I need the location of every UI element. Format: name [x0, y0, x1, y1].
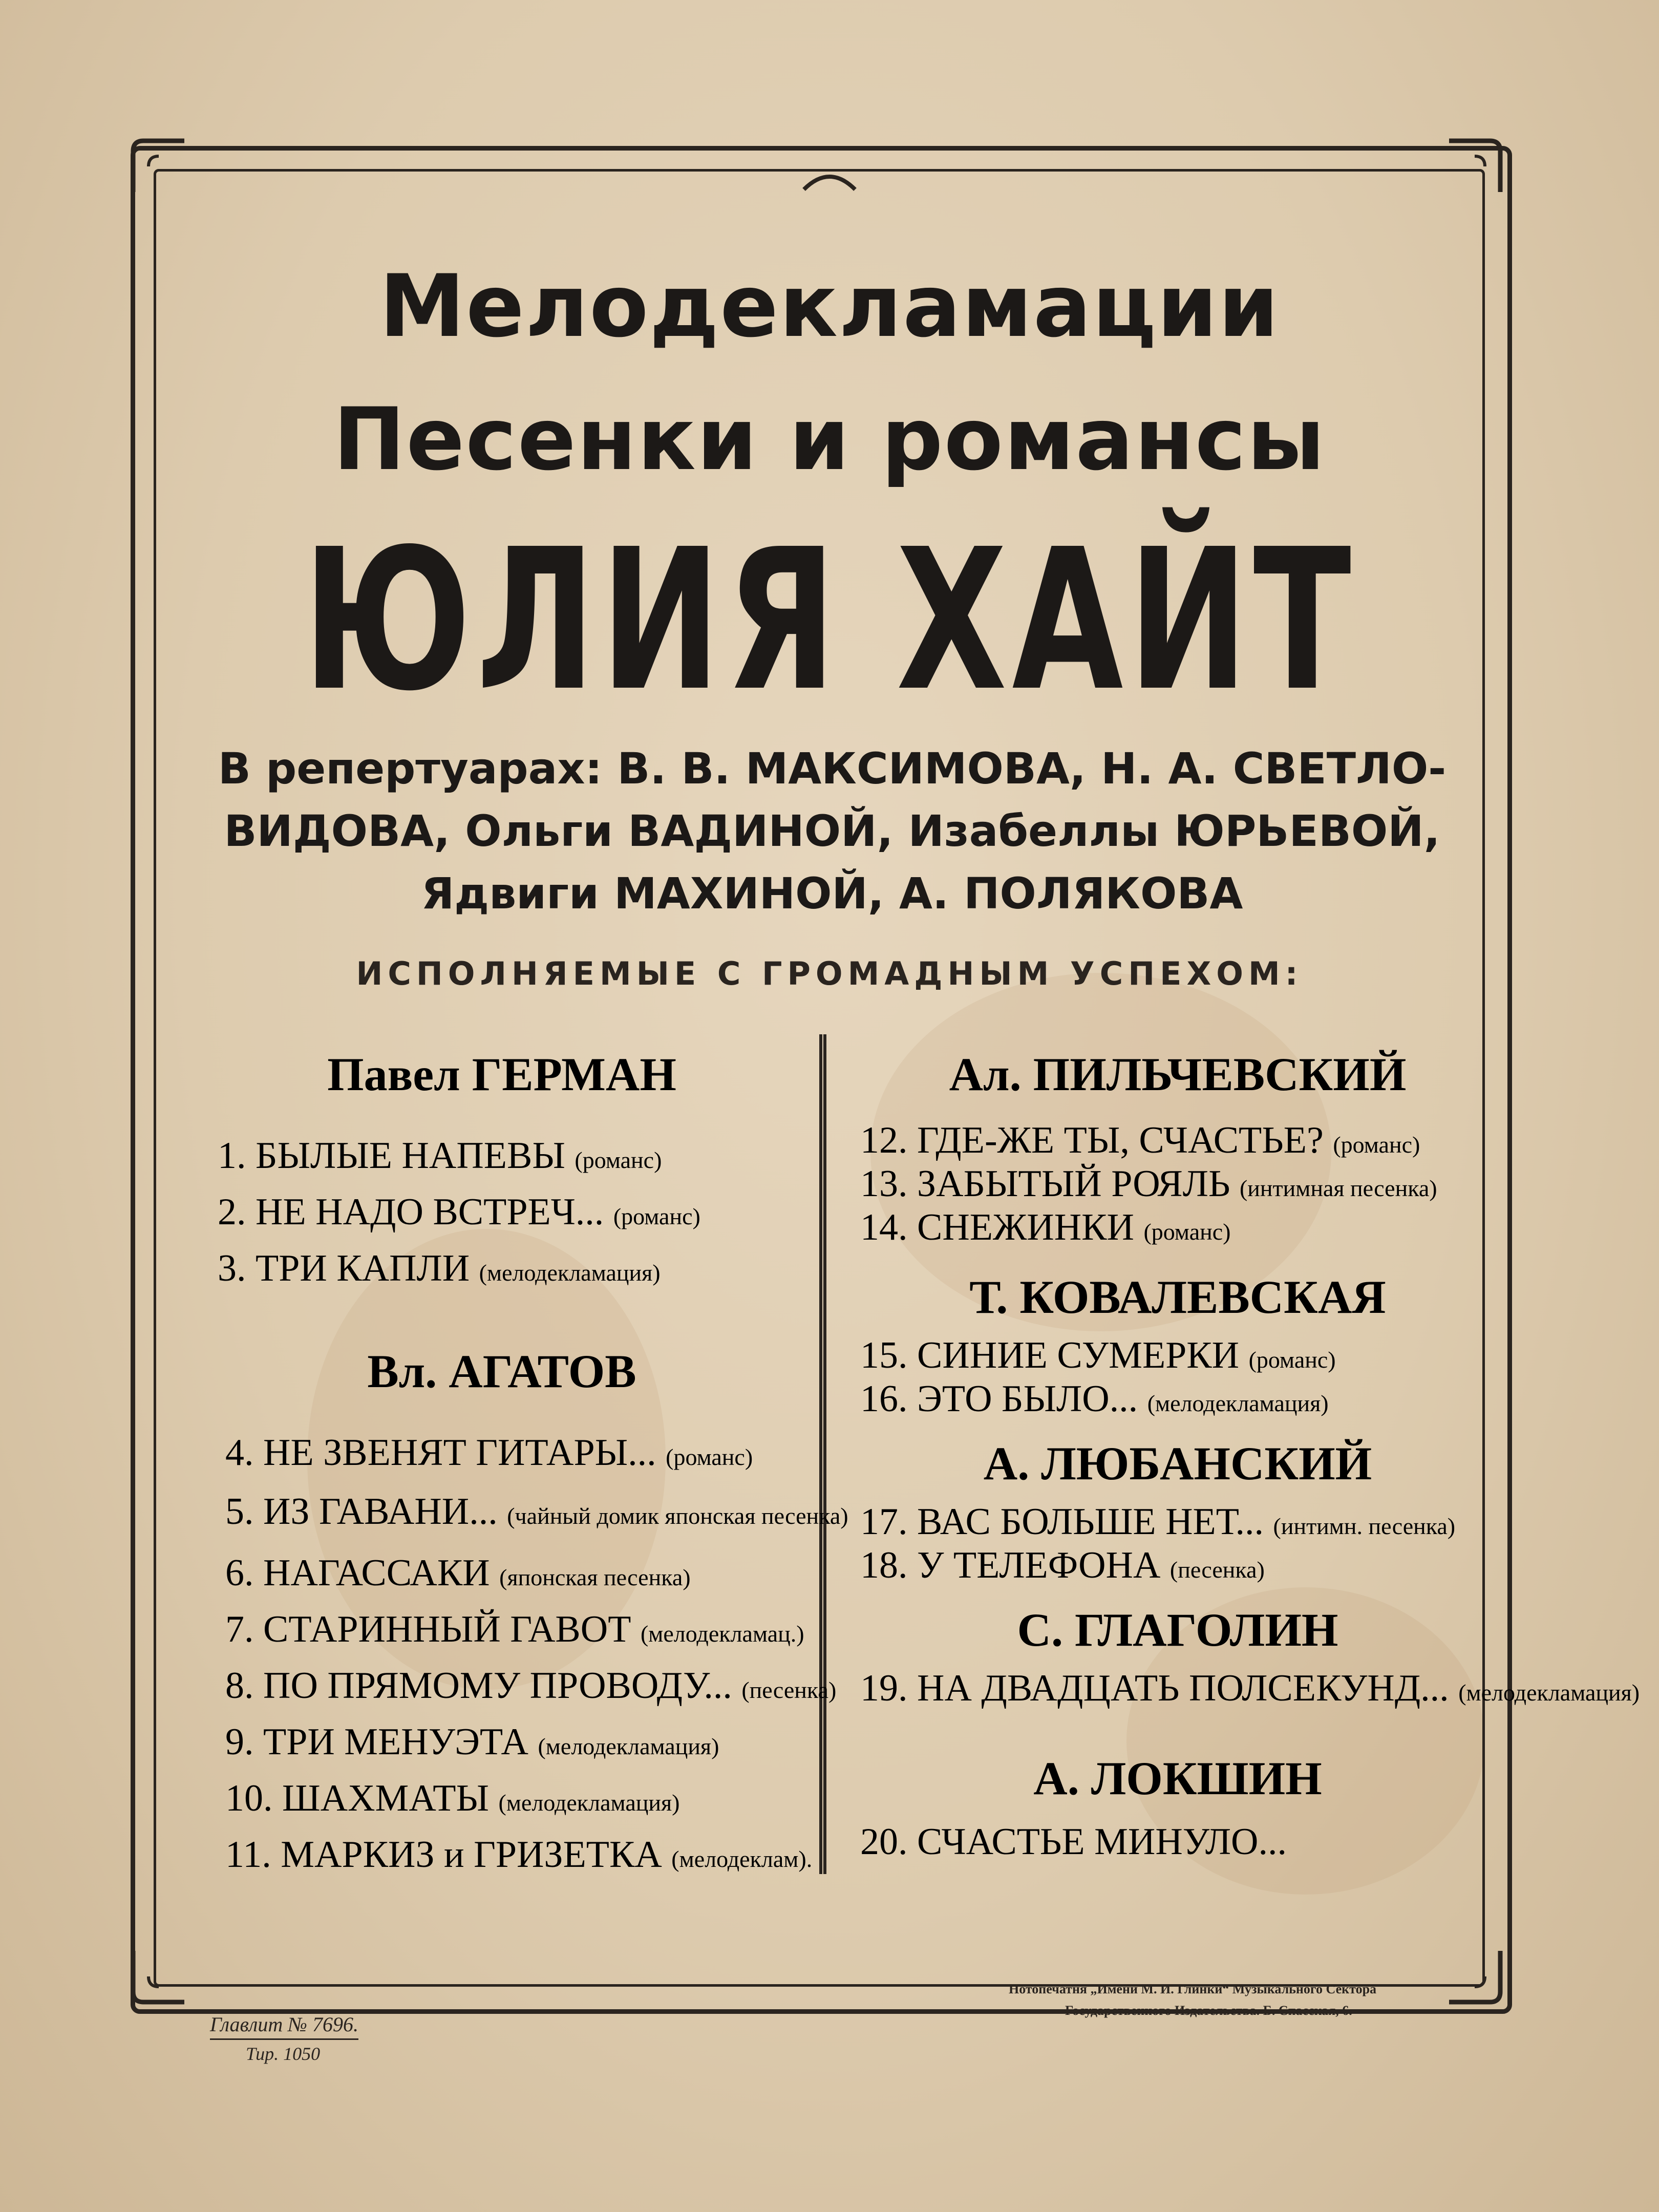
author-heading: А. ЛЮБАНСКИЙ [983, 1437, 1372, 1490]
song-item: 1. БЫЛЫЕ НАПЕВЫ (романс) [218, 1135, 662, 1177]
author-heading: Павел ГЕРМАН [327, 1048, 676, 1100]
top-center-ornament-icon [799, 164, 860, 200]
print-run: Тир. 1050 [246, 2044, 321, 2064]
repertoire-line: ВИДОВА, Ольги ВАДИНОЙ, Изабеллы ЮРЬЕВОЙ, [224, 806, 1440, 856]
song-item: 2. НЕ НАДО ВСТРЕЧ... (романс) [218, 1191, 700, 1233]
publication-license: Главлит № 7696. [210, 2012, 358, 2040]
song-item: 19. НА ДВАДЦАТЬ ПОЛСЕКУНД... (мелодекламация) [860, 1667, 1640, 1709]
song-item: 14. СНЕЖИНКИ (романс) [860, 1206, 1231, 1248]
column-divider [819, 1034, 826, 1874]
song-item: 7. СТАРИННЫЙ ГАВОТ (мелодекламац.) [225, 1608, 804, 1650]
title-melodeclamations: Мелодекламации [379, 256, 1280, 356]
author-heading: Вл. АГАТОВ [367, 1345, 636, 1397]
author-heading: А. ЛОКШИН [1033, 1752, 1322, 1804]
song-item: 16. ЭТО БЫЛО... (мелодекламация) [860, 1378, 1329, 1420]
author-heading: Т. КОВАЛЕВСКАЯ [969, 1271, 1386, 1323]
author-heading: Ал. ПИЛЬЧЕВСКИЙ [949, 1048, 1407, 1100]
song-item: 4. НЕ ЗВЕНЯТ ГИТАРЫ... (романс) [225, 1432, 753, 1474]
song-item: 10. ШАХМАТЫ (мелодекламация) [225, 1777, 680, 1819]
subtitle: ИСПОЛНЯЕМЫЕ С ГРОМАДНЫМ УСПЕХОМ: [356, 955, 1303, 992]
song-item: 15. СИНИЕ СУМЕРКИ (романс) [860, 1334, 1336, 1376]
author-heading: С. ГЛАГОЛИН [1017, 1604, 1338, 1656]
corner-ornament-icon [128, 1946, 189, 2007]
song-item: 18. У ТЕЛЕФОНА (песенка) [860, 1544, 1265, 1586]
corner-ornament-icon [1444, 1946, 1505, 2007]
song-item: 6. НАГАССАКИ (японская песенка) [225, 1552, 691, 1594]
song-item: 3. ТРИ КАПЛИ (мелодекламация) [218, 1247, 661, 1289]
printer-line: Нотопечатня „Имени М. И. Глинки“ Музыкального Сектора [1009, 1982, 1377, 1996]
corner-ornament-icon [128, 136, 189, 197]
song-item: 9. ТРИ МЕНУЭТА (мелодекламация) [225, 1721, 719, 1763]
song-item: 11. МАРКИЗ и ГРИЗЕТКА (мелодеклам). [225, 1834, 813, 1876]
repertoire-line: Ядвиги МАХИНОЙ, А. ПОЛЯКОВА [421, 868, 1243, 919]
song-item: 5. ИЗ ГАВАНИ... (чайный домик японская песенка) [225, 1491, 848, 1533]
song-item: 20. СЧАСТЬЕ МИНУЛО... [860, 1821, 1287, 1863]
repertoire-line: В репертуарах: В. В. МАКСИМОВА, Н. А. СВЕТЛО- [218, 743, 1447, 794]
song-item: 8. ПО ПРЯМОМУ ПРОВОДУ... (песенка) [225, 1665, 837, 1707]
song-item: 17. ВАС БОЛЬШЕ НЕТ... (интимн. песенка) [860, 1501, 1456, 1543]
title-songs-romances: Песенки и романсы [333, 389, 1326, 490]
printer-line: Государственного Издательства. Б. Спасская, 6. [1065, 2003, 1352, 2018]
song-item: 12. ГДЕ-ЖЕ ТЫ, СЧАСТЬЕ? (романс) [860, 1119, 1420, 1161]
composer-name: ЮЛИЯ ХАЙТ [303, 507, 1356, 734]
corner-ornament-icon [1444, 136, 1505, 197]
song-item: 13. ЗАБЫТЫЙ РОЯЛЬ (интимная песенка) [860, 1163, 1437, 1205]
